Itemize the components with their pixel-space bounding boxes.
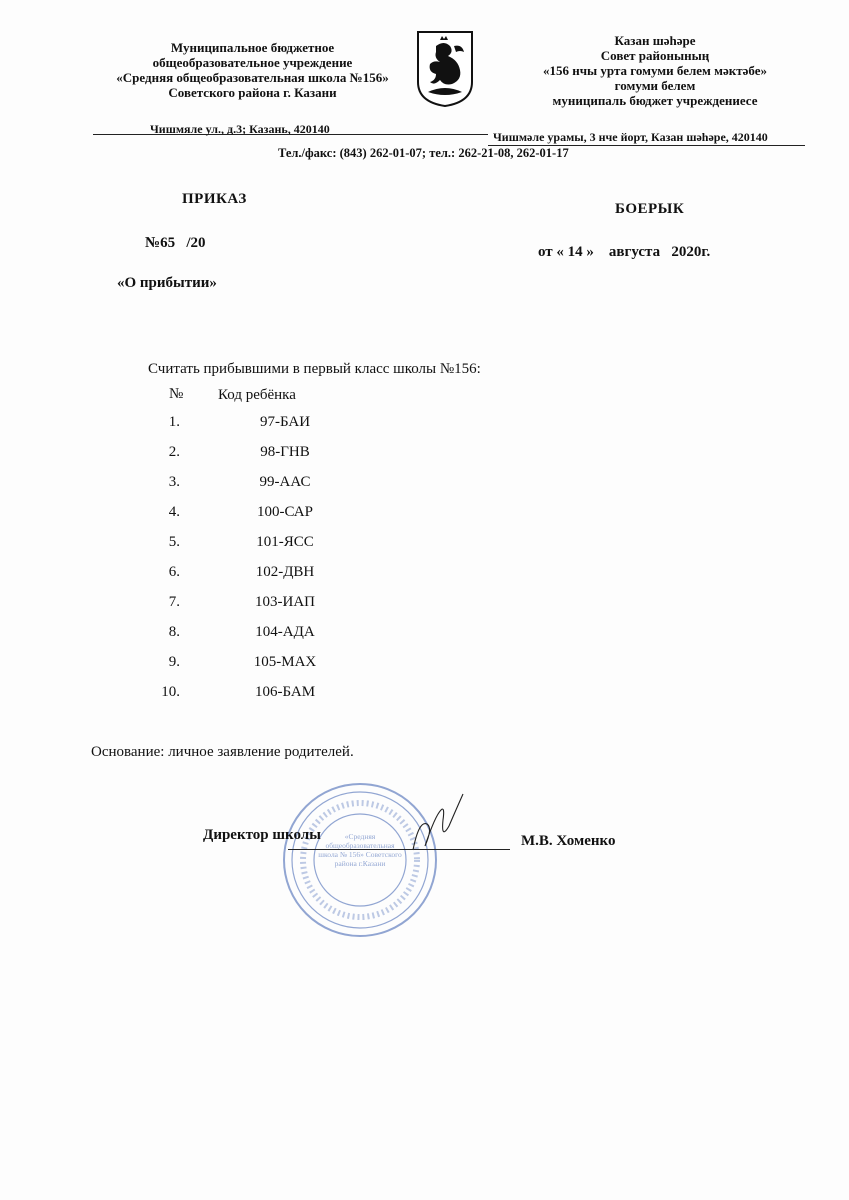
header-right-line: Казан шәһәре xyxy=(614,33,696,48)
header-left-line: общеобразовательное учреждение xyxy=(152,55,353,70)
header-left-line: Муниципальное бюджетное xyxy=(170,40,335,55)
list-item-code: 103-ИАП xyxy=(255,594,315,610)
list-item-code: 105-МАХ xyxy=(253,654,317,670)
handwritten-signature xyxy=(405,790,475,860)
list-item-num: 1. xyxy=(168,414,180,430)
header-left-block xyxy=(95,40,410,100)
list-item xyxy=(130,474,390,504)
order-subject: «О прибытии» xyxy=(117,275,217,291)
list-item-num: 8. xyxy=(168,624,180,640)
list-item-code: 106-БАМ xyxy=(254,684,316,700)
list-item xyxy=(130,624,390,654)
signature-line xyxy=(288,849,510,850)
list-item-code: 104-АДА xyxy=(255,624,315,640)
header-left-line: Советского района г. Казани xyxy=(168,85,337,100)
list-item-num: 7. xyxy=(168,594,180,610)
column-header-code: Код ребёнка xyxy=(218,387,296,403)
list-item-num: 9. xyxy=(168,654,180,670)
header-rule-left xyxy=(93,134,488,135)
column-header-num: № xyxy=(169,386,184,402)
list-item xyxy=(130,444,390,474)
order-date: от « 14 » августа 2020г. xyxy=(538,244,711,260)
list-item-num: 10. xyxy=(161,684,180,700)
list-item-code: 101-ЯСС xyxy=(256,534,314,550)
list-item xyxy=(130,504,390,534)
stamp-center-text: «Средняя общеобразовательная школа № 156» Советского района г.Казани xyxy=(318,832,402,868)
list-item-num: 2. xyxy=(168,444,180,460)
header-right-line: Совет районының xyxy=(600,48,710,63)
order-title-ru: ПРИКАЗ xyxy=(182,191,247,207)
list-item-num: 5. xyxy=(168,534,180,550)
list-item-code: 102-ДВН xyxy=(255,564,315,580)
list-item-code: 100-САР xyxy=(257,504,313,520)
order-number: №65 /20 xyxy=(145,235,206,251)
phone-line: Тел./факс: (843) 262-01-07; тел.: 262-21-08, 262-01-17 xyxy=(278,146,569,160)
list-item xyxy=(130,594,390,624)
basis-text: Основание: личное заявление родителей. xyxy=(91,744,354,760)
list-item-num: 3. xyxy=(168,474,180,490)
list-item xyxy=(130,684,390,714)
list-item-code: 98-ГНВ xyxy=(260,444,310,460)
list-item-num: 4. xyxy=(168,504,180,520)
list-item xyxy=(130,564,390,594)
header-right-line: муниципаль бюджет учреждениесе xyxy=(552,93,758,108)
header-right-line: «156 нчы урта гомуми белем мәктәбе» xyxy=(542,63,768,78)
list-item xyxy=(130,534,390,564)
header-left-line: «Средняя общеобразовательная школа №156» xyxy=(116,70,389,85)
kazan-emblem-icon xyxy=(416,30,474,108)
intro-text: Считать прибывшими в первый класс школы №156: xyxy=(148,361,481,377)
header-right-line: гомуми белем xyxy=(614,78,696,93)
header-right-block xyxy=(505,33,805,108)
list-item-code: 97-БАИ xyxy=(259,414,311,430)
signature-name: М.В. Хоменко xyxy=(521,833,616,849)
order-title-tt: БОЕРЫК xyxy=(615,201,685,217)
list-item xyxy=(130,414,390,444)
address-left: Чишмяле ул., д.3; Казань, 420140 xyxy=(150,122,330,136)
list-item xyxy=(130,654,390,684)
list-item-num: 6. xyxy=(168,564,180,580)
list-item-code: 99-ААС xyxy=(259,474,311,490)
signature-position: Директор школы xyxy=(203,827,321,843)
address-right: Чишмәле урамы, 3 нче йорт, Казан шәһәре, 420140 xyxy=(493,130,768,144)
